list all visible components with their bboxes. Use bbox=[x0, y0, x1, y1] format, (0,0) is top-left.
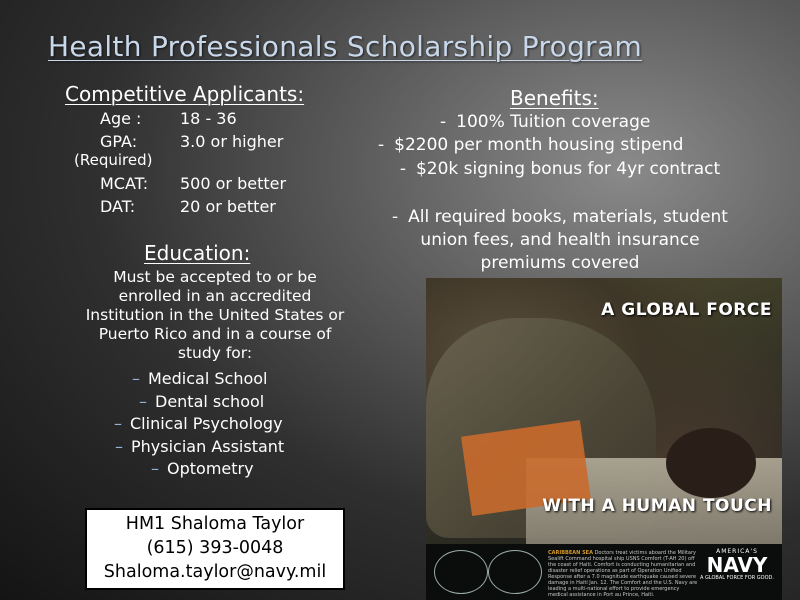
contact-box bbox=[85, 508, 345, 590]
contact-name: HM1 Shaloma Taylor bbox=[125, 514, 305, 534]
gpa-value: 3.0 or higher bbox=[180, 132, 284, 151]
benefit-item-books: - All required books, materials, student union fees, and health insurance premiums covered bbox=[392, 207, 728, 273]
mcat-value: 500 or better bbox=[180, 174, 287, 193]
dat-label: DAT: bbox=[100, 197, 136, 216]
competitive-heading: Competitive Applicants: bbox=[65, 82, 305, 106]
poster-caption bbox=[548, 550, 698, 598]
gpa-required-note: (Required) bbox=[74, 151, 153, 169]
page-title: Health Professionals Scholarship Program bbox=[48, 30, 643, 63]
patient-figure bbox=[666, 428, 756, 498]
dat-value: 20 or better bbox=[180, 197, 276, 216]
education-text: Must be accepted to or be enrolled in an accredited Institution in the United States or Puerto Rico and in a course of study for: bbox=[85, 268, 345, 362]
dash-icon: – bbox=[151, 459, 159, 478]
globe-icon bbox=[434, 550, 488, 594]
edu-item-dental: – Dental school bbox=[139, 392, 265, 411]
dash-icon: - bbox=[399, 159, 406, 179]
contact-email[interactable]: Shaloma.taylor@navy.mil bbox=[103, 562, 327, 582]
edu-item-optometry: – Optometry bbox=[151, 459, 254, 478]
navy-poster-image bbox=[426, 278, 782, 600]
benefit-item-stipend: - $2200 per month housing stipend bbox=[378, 135, 684, 155]
caption-text: Doctors treat victims aboard the Military Sealift Command hospital ship USNS Comfort (T-AH 20) off the coast of Haiti. Comfort is conducting humanitarian and disaster relief operations as part of Operation Unified Response after a 7.0 magnitude earthquake caused severe damage in Haiti Jan. 12. The Comfort and the U.S. Navy are leading a multi-national effort to provide emergency medical assistance in Port au Prince, Haiti. bbox=[548, 550, 698, 598]
poster-footer bbox=[426, 544, 782, 600]
contact-phone[interactable]: (615) 393-0048 bbox=[146, 538, 284, 558]
gpa-label: GPA: bbox=[100, 132, 138, 151]
edu-item-clinical-psychology: – Clinical Psychology bbox=[114, 414, 283, 433]
dash-icon: - bbox=[392, 207, 399, 227]
globe-icon bbox=[488, 550, 542, 594]
mcat-label: MCAT: bbox=[100, 174, 149, 193]
benefits-heading: Benefits: bbox=[510, 86, 599, 110]
dash-icon: – bbox=[139, 392, 147, 411]
age-label: Age : bbox=[100, 109, 142, 128]
dash-icon: - bbox=[440, 112, 447, 132]
dash-icon: – bbox=[132, 369, 140, 388]
dash-icon: - bbox=[378, 135, 385, 155]
caption-tag: CARIBBEAN SEA bbox=[548, 550, 593, 556]
age-value: 18 - 36 bbox=[180, 109, 237, 128]
edu-item-medical: – Medical School bbox=[132, 369, 268, 388]
poster-photo bbox=[426, 278, 782, 544]
edu-item-physician-assistant: – Physician Assistant bbox=[115, 437, 285, 456]
dash-icon: – bbox=[115, 437, 123, 456]
poster-slogan-bottom: WITH A HUMAN TOUCH bbox=[542, 496, 772, 516]
navy-logo: AMERICA'S NAVY A GLOBAL FORCE FOR GOOD. bbox=[700, 548, 774, 581]
benefit-item-bonus: - $20k signing bonus for 4yr contract bbox=[399, 159, 721, 179]
poster-slogan-top: A GLOBAL FORCE bbox=[601, 300, 772, 320]
dash-icon: – bbox=[114, 414, 122, 433]
education-heading: Education: bbox=[144, 241, 251, 265]
benefit-item-tuition: - 100% Tuition coverage bbox=[440, 112, 651, 132]
